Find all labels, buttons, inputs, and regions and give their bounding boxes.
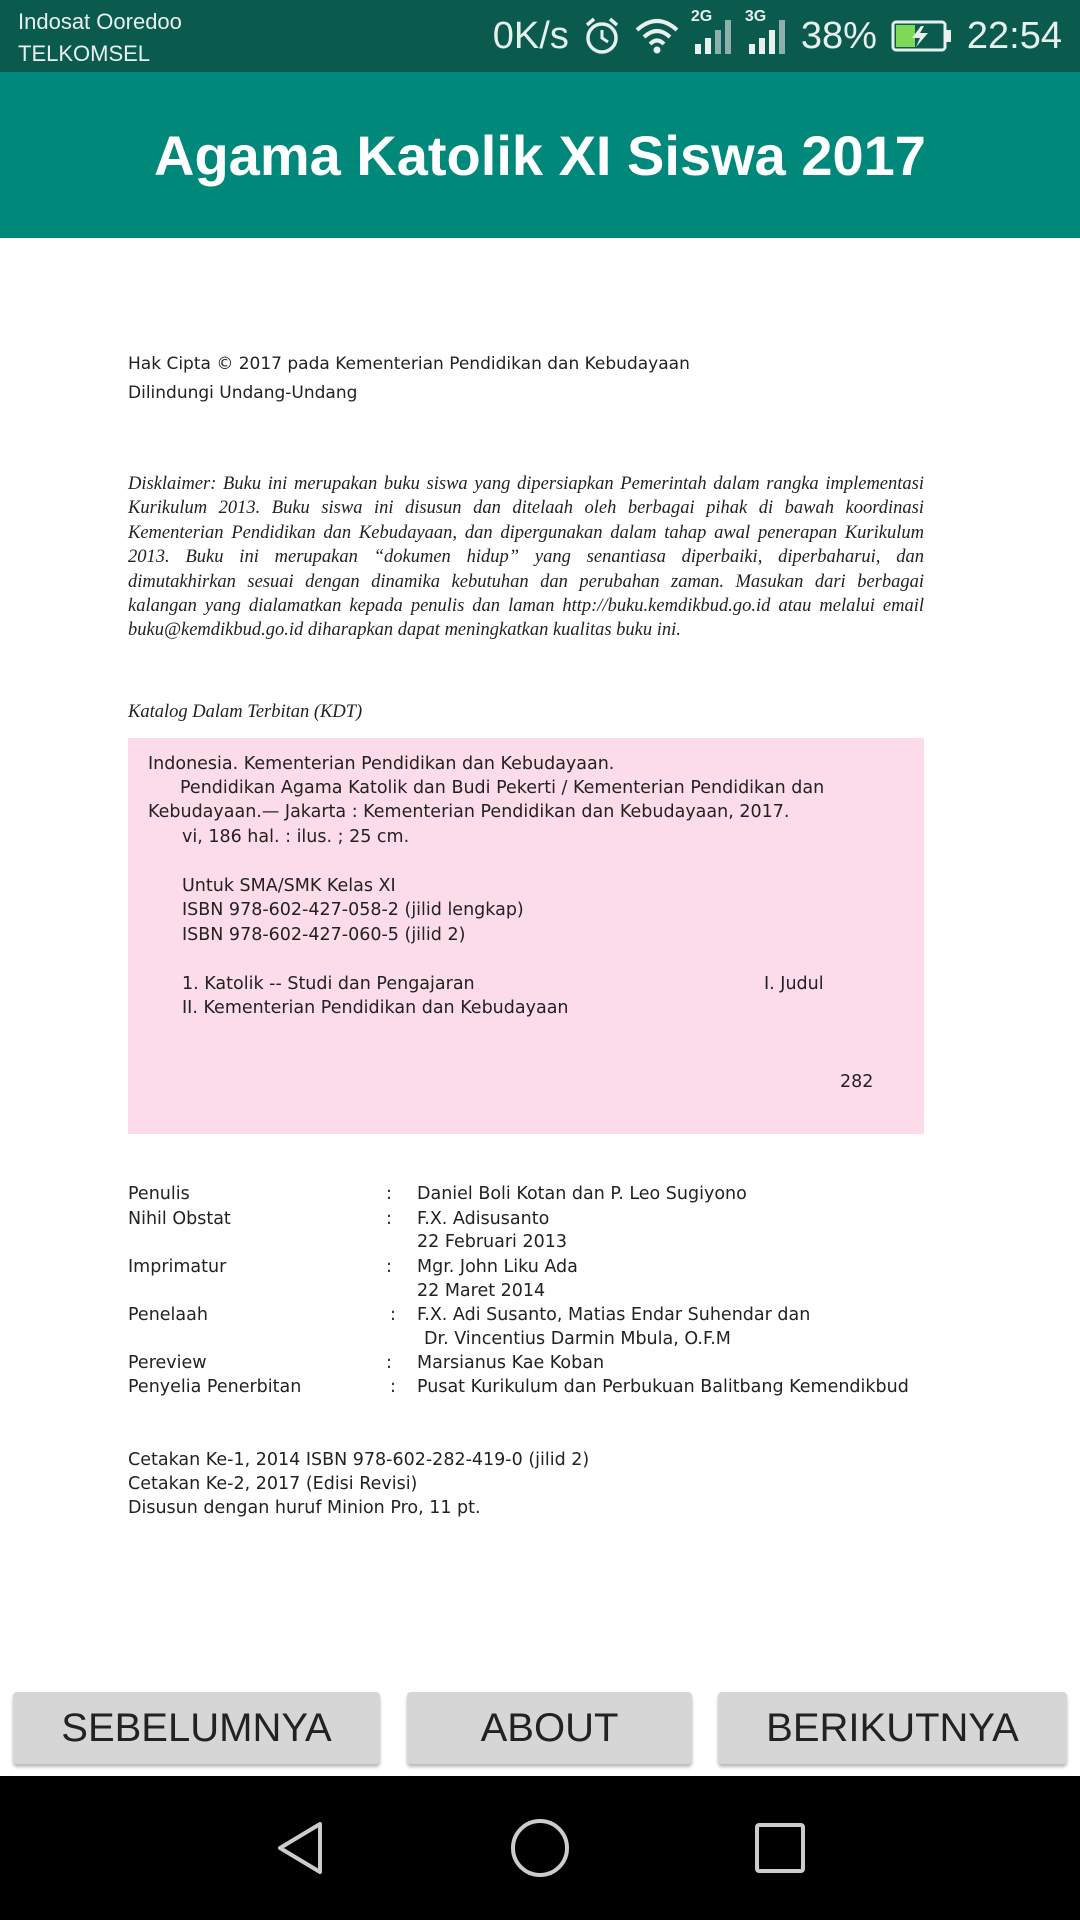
app-title: Agama Katolik XI Siswa 2017	[154, 123, 926, 187]
alarm-icon	[583, 16, 621, 56]
credit-label: Nihil Obstat	[128, 1209, 231, 1229]
kdt-line: Untuk SMA/SMK Kelas XI	[182, 876, 396, 896]
wifi-icon	[635, 18, 679, 54]
printing-line-2: Cetakan Ke-2, 2017 (Edisi Revisi)	[128, 1474, 418, 1494]
credit-colon: :	[386, 1209, 392, 1229]
kdt-line: ISBN 978-602-427-060-5 (jilid 2)	[182, 925, 466, 945]
credit-label: Penyelia Penerbitan	[128, 1377, 302, 1397]
navigation-bar	[0, 1776, 1080, 1920]
kdt-line: vi, 186 hal. : ilus. ; 25 cm.	[182, 827, 410, 847]
carrier-1: Indosat Ooredoo	[18, 9, 182, 34]
status-icons	[493, 0, 1062, 72]
credit-label: Penelaah	[128, 1305, 208, 1325]
battery-charging-icon	[891, 20, 953, 52]
copyright-line-1: Hak Cipta © 2017 pada Kementerian Pendidikan dan Kebudayaan	[128, 354, 690, 374]
next-button[interactable]: BERIKUTNYA	[718, 1692, 1067, 1764]
battery-level: 38%	[800, 14, 877, 57]
credit-value: 22 Februari 2013	[417, 1232, 567, 1252]
copyright-line-2: Dilindungi Undang-Undang	[128, 383, 358, 403]
credit-value: Mgr. John Liku Ada	[417, 1257, 578, 1277]
credit-label: Imprimatur	[128, 1257, 227, 1277]
disclaimer-text: Disklaimer: Buku ini merupakan buku siswa yang dipersiapkan Pemerintah dalam rangka implementasi Kurikulum 2013. Buku siswa ini disusun dan ditelaah oleh berbagai pihak di bawah koordinasi Kementerian Pendidikan dan Kebudayaan, dan dipergunakan dalam tahap awal penerapan Kurikulum 2013. Buku ini merupakan “dokumen hidup” yang senantiasa diperbaiki, diperbaharui, dan dimutakhirkan sesuai dengan dinamika kebutuhan dan perubahan zaman. Masukan dari berbagai kalangan yang dialamatkan kepada penulis dan laman http://buku.kemdikbud.go.id atau melalui email buku@kemdikbud.go.id diharapkan dapat meningkatkan kualitas buku ini.	[128, 474, 924, 641]
kdt-line: Pendidikan Agama Katolik dan Budi Pekerti / Kementerian Pendidikan dan	[180, 778, 825, 798]
kdt-number: 282	[840, 1072, 874, 1092]
network-speed: 0K/s	[492, 14, 569, 57]
kdt-line: Kebudayaan.— Jakarta : Kementerian Pendidikan dan Kebudayaan, 2017.	[148, 802, 790, 822]
signal-icon-1	[690, 8, 733, 56]
credit-value: Daniel Boli Kotan dan P. Leo Sugiyono	[417, 1184, 747, 1204]
home-icon[interactable]	[500, 1808, 580, 1888]
status-bar	[0, 0, 1080, 72]
credit-value: Dr. Vincentius Darmin Mbula, O.F.M	[424, 1329, 731, 1349]
credit-label: Penulis	[128, 1184, 190, 1204]
app-bar	[0, 72, 1080, 238]
clock: 22:54	[966, 14, 1062, 57]
credit-colon: :	[390, 1377, 396, 1397]
kdt-heading: Katalog Dalam Terbitan (KDT)	[128, 702, 363, 722]
credit-value: F.X. Adi Susanto, Matias Endar Suhendar dan	[417, 1305, 811, 1325]
credit-colon: :	[390, 1305, 396, 1325]
credit-value: 22 Maret 2014	[417, 1281, 546, 1301]
credit-value: Pusat Kurikulum dan Perbukuan Balitbang Kemendikbud	[417, 1377, 909, 1397]
kdt-catalog-box	[128, 738, 924, 1134]
printing-line-3: Disusun dengan huruf Minion Pro, 11 pt.	[128, 1498, 481, 1518]
about-button[interactable]: ABOUT	[407, 1692, 692, 1764]
recents-icon[interactable]	[740, 1808, 820, 1888]
back-icon[interactable]	[260, 1808, 340, 1888]
carrier-info	[18, 6, 182, 70]
kdt-line: Indonesia. Kementerian Pendidikan dan Kebudayaan.	[148, 754, 615, 774]
kdt-subject-title: I. Judul	[764, 974, 824, 994]
kdt-line: II. Kementerian Pendidikan dan Kebudayaan	[182, 998, 569, 1018]
credit-colon: :	[386, 1353, 392, 1373]
printing-line-1: Cetakan Ke-1, 2014 ISBN 978-602-282-419-0 (jilid 2)	[128, 1450, 590, 1470]
signal-icon-2	[744, 8, 787, 56]
carrier-2: TELKOMSEL	[18, 41, 151, 66]
credit-colon: :	[386, 1257, 392, 1277]
credit-value: Marsianus Kae Koban	[417, 1353, 605, 1373]
network-type-2: 3G	[744, 8, 767, 25]
kdt-line: 1. Katolik -- Studi dan Pengajaran	[182, 974, 475, 994]
printing-info	[128, 1448, 589, 1520]
credit-label: Pereview	[128, 1353, 207, 1373]
network-type-1: 2G	[690, 8, 713, 25]
copyright-notice	[128, 350, 690, 408]
kdt-line: ISBN 978-602-427-058-2 (jilid lengkap)	[182, 900, 524, 920]
credit-colon: :	[386, 1184, 392, 1204]
credit-value: F.X. Adisusanto	[417, 1209, 550, 1229]
previous-button[interactable]: SEBELUMNYA	[13, 1692, 380, 1764]
